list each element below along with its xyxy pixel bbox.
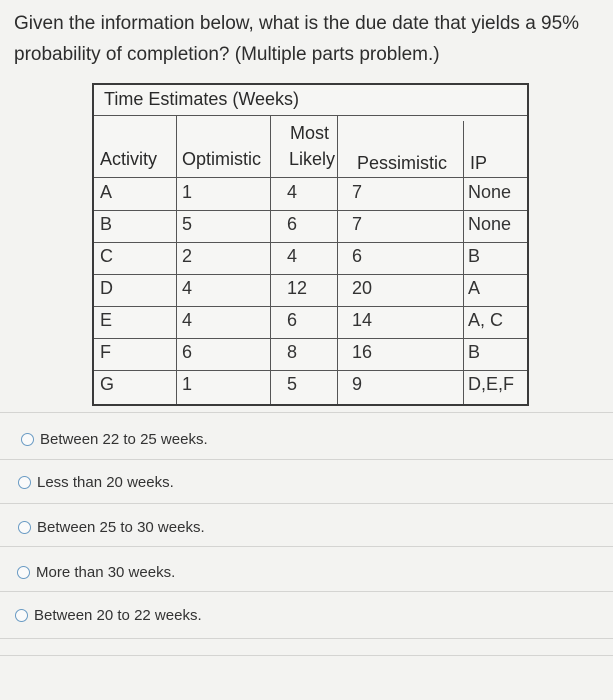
option-between-20-22[interactable] (15, 607, 202, 624)
row-divider (94, 210, 527, 211)
radio-unchecked-icon[interactable] (17, 566, 30, 579)
question-line-2: probability of completion? (Multiple parts problem.) (14, 44, 440, 65)
cell-activity: E (100, 310, 113, 330)
option-label: Between 25 to 30 weeks. (37, 519, 205, 536)
radio-unchecked-icon[interactable] (15, 609, 28, 622)
cell-most-likely: 6 (287, 310, 298, 330)
header-ip: IP (470, 153, 488, 173)
cell-ip: A (468, 278, 481, 298)
option-divider (0, 546, 613, 547)
cell-pessimistic: 14 (352, 310, 373, 330)
option-divider (0, 412, 613, 413)
cell-most-likely: 4 (287, 182, 298, 202)
cell-most-likely: 8 (287, 342, 298, 362)
cell-ip: None (468, 182, 512, 202)
cell-most-likely: 6 (287, 214, 298, 234)
cell-ip: B (468, 246, 481, 266)
cell-pessimistic: 7 (352, 214, 363, 234)
cell-pessimistic: 9 (352, 374, 363, 394)
cell-activity: B (100, 214, 113, 234)
question-line-1: Given the information below, what is the due date that yields a 95% (14, 13, 580, 34)
time-estimates-table (92, 83, 529, 406)
header-most: Most (290, 123, 330, 143)
cell-most-likely: 12 (287, 278, 308, 298)
cell-ip: A, C (468, 310, 504, 330)
cell-ip: D,E,F (468, 374, 515, 394)
cell-activity: G (100, 374, 115, 394)
header-optimistic: Optimistic (182, 149, 262, 169)
cell-ip: None (468, 214, 512, 234)
cell-optimistic: 1 (182, 182, 193, 202)
option-label: Less than 20 weeks. (37, 474, 174, 491)
header-likely: Likely (289, 149, 336, 169)
cell-optimistic: 5 (182, 214, 193, 234)
radio-unchecked-icon[interactable] (21, 433, 34, 446)
option-between-22-25[interactable] (21, 431, 208, 448)
cell-optimistic: 1 (182, 374, 193, 394)
cell-pessimistic: 20 (352, 278, 373, 298)
option-label: More than 30 weeks. (36, 564, 176, 581)
question-text (14, 8, 604, 70)
cell-optimistic: 4 (182, 310, 193, 330)
cell-activity: F (100, 342, 111, 362)
cell-most-likely: 5 (287, 374, 298, 394)
table-title: Time Estimates (Weeks) (104, 89, 300, 109)
option-between-25-30[interactable] (18, 519, 205, 536)
row-divider (94, 370, 527, 371)
row-divider (94, 306, 527, 307)
option-less-than-20[interactable] (18, 474, 174, 491)
cell-optimistic: 4 (182, 278, 193, 298)
cell-activity: D (100, 278, 113, 298)
option-label: Between 22 to 25 weeks. (40, 431, 208, 448)
header-activity: Activity (100, 149, 158, 169)
cell-activity: C (100, 246, 113, 266)
table-divider (94, 115, 527, 116)
option-more-than-30[interactable] (17, 564, 175, 581)
header-pessimistic: Pessimistic (357, 153, 448, 173)
cell-most-likely: 4 (287, 246, 298, 266)
cell-ip: B (468, 342, 481, 362)
radio-unchecked-icon[interactable] (18, 521, 31, 534)
cell-pessimistic: 16 (352, 342, 373, 362)
radio-unchecked-icon[interactable] (18, 476, 31, 489)
row-divider (94, 242, 527, 243)
option-label: Between 20 to 22 weeks. (34, 607, 202, 624)
cell-pessimistic: 7 (352, 182, 363, 202)
row-divider (94, 274, 527, 275)
cell-optimistic: 2 (182, 246, 193, 266)
option-divider (0, 655, 613, 656)
option-divider (0, 459, 613, 460)
cell-optimistic: 6 (182, 342, 193, 362)
option-divider (0, 591, 613, 592)
cell-activity: A (100, 182, 113, 202)
option-divider (0, 503, 613, 504)
option-divider (0, 638, 613, 639)
row-divider (94, 338, 527, 339)
cell-pessimistic: 6 (352, 246, 363, 266)
